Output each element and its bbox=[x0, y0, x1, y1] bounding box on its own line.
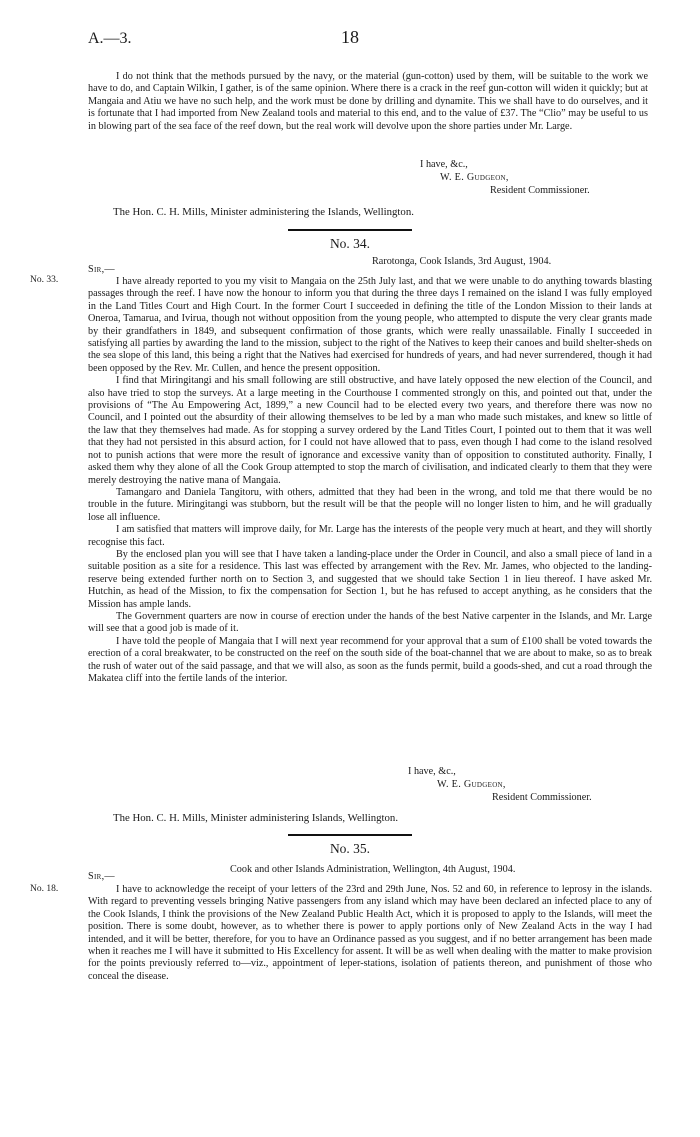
letter-35-paragraph: I have to acknowledge the receipt of your letters of the 23rd and 29th June, Nos. 52 and 60, in reference to leprosy in the islands. With regard to preventing vessels bringing Native passengers from any island which may have been declared an infected place to any of the Cook Islands, I think the provisions of the New Zealand Public Health Act, which it is proposed to apply to the Islands, will meet the position. There is some doubt, however, as to whether there is power to apply portions only of New Zealand Acts in the way I had intended, and it will be better, therefore, for you to have an Ordinance passed as you suggest, and if no better arrangement has been made when it reaches me I will have it submitted to His Excellency for assent. It will be as well when dealing with the matter to make provision for the points previously referred to—viz., appointment of leper-stations, isolation of patients thereon, and punishment of those who conceal the disease. bbox=[88, 884, 652, 982]
letter-34-paragraph: I find that Miringitangi and his small following are still obstructive, and have lately opposed the new election of the Council, and also have tried to stop the surveys. At a large meeting in the Courthouse I commented strongly on this, and pointed out that, under the provisions of “The Au Empowering Act, 1899,” a new Council had to be elected every two years, and therefore there was now no Council, and I pointed out the absurdity of their allowing themselves to be led by a man who made such mistakes, and knew so little of the law that they themselves had made. As for stopping a survey ordered by the Land Titles Court, I pointed out to them that it was well that they had not persisted in this absurd action, for I could not have allowed that to pass, even though I had come to the island resolved not to punish actions that were more the result of ignorance and excessive vanity than of opposition to constituted authority. Finally, I asked them why they alone of all the Cook Group attempted to stop the march of civilisation, and indicated clearly to them that they were merely destroying the native mana of Mangaia. bbox=[88, 375, 652, 486]
section-divider bbox=[288, 834, 412, 836]
intro-closing: I have, &c., bbox=[420, 159, 468, 170]
letter-34-paragraph: I am satisfied that matters will improve daily, for Mr. Large has the interests of the people very much at heart, and they will shortly recognise this fact. bbox=[88, 524, 652, 548]
intro-title: Resident Commissioner. bbox=[490, 185, 590, 196]
letter-35-number: No. 35. bbox=[329, 841, 371, 856]
letter-34-paragraph: I have already reported to you my visit to Mangaia on the 25th July last, and that we were unable to do anything towards blasting passages through the reef. I have now the honour to inform you that during the three days I remained on the island I was fully employed in the Land Titles Court and High Court. In the former Court I succeeded in defining the title of the London Mission to their lands at Oneroa, Tamarua, and Ivirua, though not without opposition from the young people, who attempted to dispute the very clear grants made by their grandfathers in 1849, and subsequent confirmation of those grants, which were really unassailable. Finally I succeeded in satisfying all parties by awarding the land to the mission, subject to the right of the Natives to keep their canoes and build shelter-sheds on the sea slope of this land, this being a right that the Natives had exercised for hundreds of years, and had never surrendered, though it had been opposed by the Rev. Mr. Cullen, and hence the present opposition. bbox=[88, 276, 652, 374]
letter-35-margin-ref: No. 18. bbox=[30, 884, 59, 894]
letter-34-place-date: Rarotonga, Cook Islands, 3rd August, 1904. bbox=[372, 256, 552, 267]
letter-34-closing: I have, &c., bbox=[408, 766, 456, 777]
letter-34-paragraph: By the enclosed plan you will see that I have taken a landing-place under the Order in Council, and also a small piece of land in a suitable position as a site for a residence. This last was effected by arrangement with the Rev. Mr. James, who objected to the landing-reserve being extended further north on to Section 3, and suggested that we should take Section 1 in lieu thereof. I have asked Mr. Hutchin, as head of the Mission, to fix the compensation for Section 1, but he has refused to accept anything, as he considers that the Mission has ample lands. bbox=[88, 548, 652, 610]
letter-34-body bbox=[88, 276, 652, 685]
intro-addressee: The Hon. C. H. Mills, Minister administering the Islands, Wellington. bbox=[113, 206, 414, 218]
letter-34-paragraph: I have told the people of Mangaia that I will next year recommend for your approval that a sum of £100 shall be voted towards the erection of a coral breakwater, to be constructed on the reef on the south side of the boat-channel that we are about to make, so as to break the rush of water out of the said passage, and that we will also, as soon as the funds permit, build a goods-shed, and cut a road through the Makatea cliff into the fertile lands of the interior. bbox=[88, 635, 652, 684]
letter-34-paragraph: Tamangaro and Daniela Tangitoru, with others, admitted that they had been in the wrong, and told me that there would be no trouble in the future. Miringitangi was stubborn, but the result will be that the people will no longer listen to him, and he will gradually lose all influence. bbox=[88, 486, 652, 523]
letter-35-body bbox=[88, 884, 652, 983]
letter-34-paragraph: The Government quarters are now in course of erection under the hands of the best Native carpenter in the Islands, and Mr. Large will see that a good job is made of it. bbox=[88, 610, 652, 635]
letter-35-salutation: Sir,— bbox=[88, 871, 115, 882]
letter-35-place-date: Cook and other Islands Administration, Wellington, 4th August, 1904. bbox=[230, 864, 516, 875]
letter-34-salutation: Sir,— bbox=[88, 264, 115, 275]
section-divider bbox=[288, 229, 412, 231]
letter-34-title: Resident Commissioner. bbox=[492, 792, 592, 803]
page-number: 18 bbox=[341, 27, 359, 47]
letter-34-number: No. 34. bbox=[329, 236, 371, 251]
intro-signature: W. E. Gudgeon, bbox=[440, 172, 509, 183]
letter-34-addressee: The Hon. C. H. Mills, Minister administering Islands, Wellington. bbox=[113, 812, 399, 824]
letter-34-signature: W. E. Gudgeon, bbox=[437, 779, 506, 790]
page-series: A.—3. bbox=[88, 30, 132, 47]
intro-paragraph: I do not think that the methods pursued by the navy, or the material (gun-cotton) used by them, will be suitable to the work we have to do, and Captain Wilkin, I gather, is of the same opinion. Where there is a crack in the reef gun-cotton will widen it quickly; but at Mangaia and Atiu we have no such help, and the work must be done by drilling and dynamite. This we shall have to do ourselves, and it is fortunate that I had imported from New Zealand tools and material to this end, and to the value of £37. The “Clio” may be useful to us in blowing part of the sea face of the reef down, but the real work will devolve upon the shore parties under Mr. Large. bbox=[88, 71, 648, 132]
letter-34-margin-ref: No. 33. bbox=[30, 275, 59, 285]
